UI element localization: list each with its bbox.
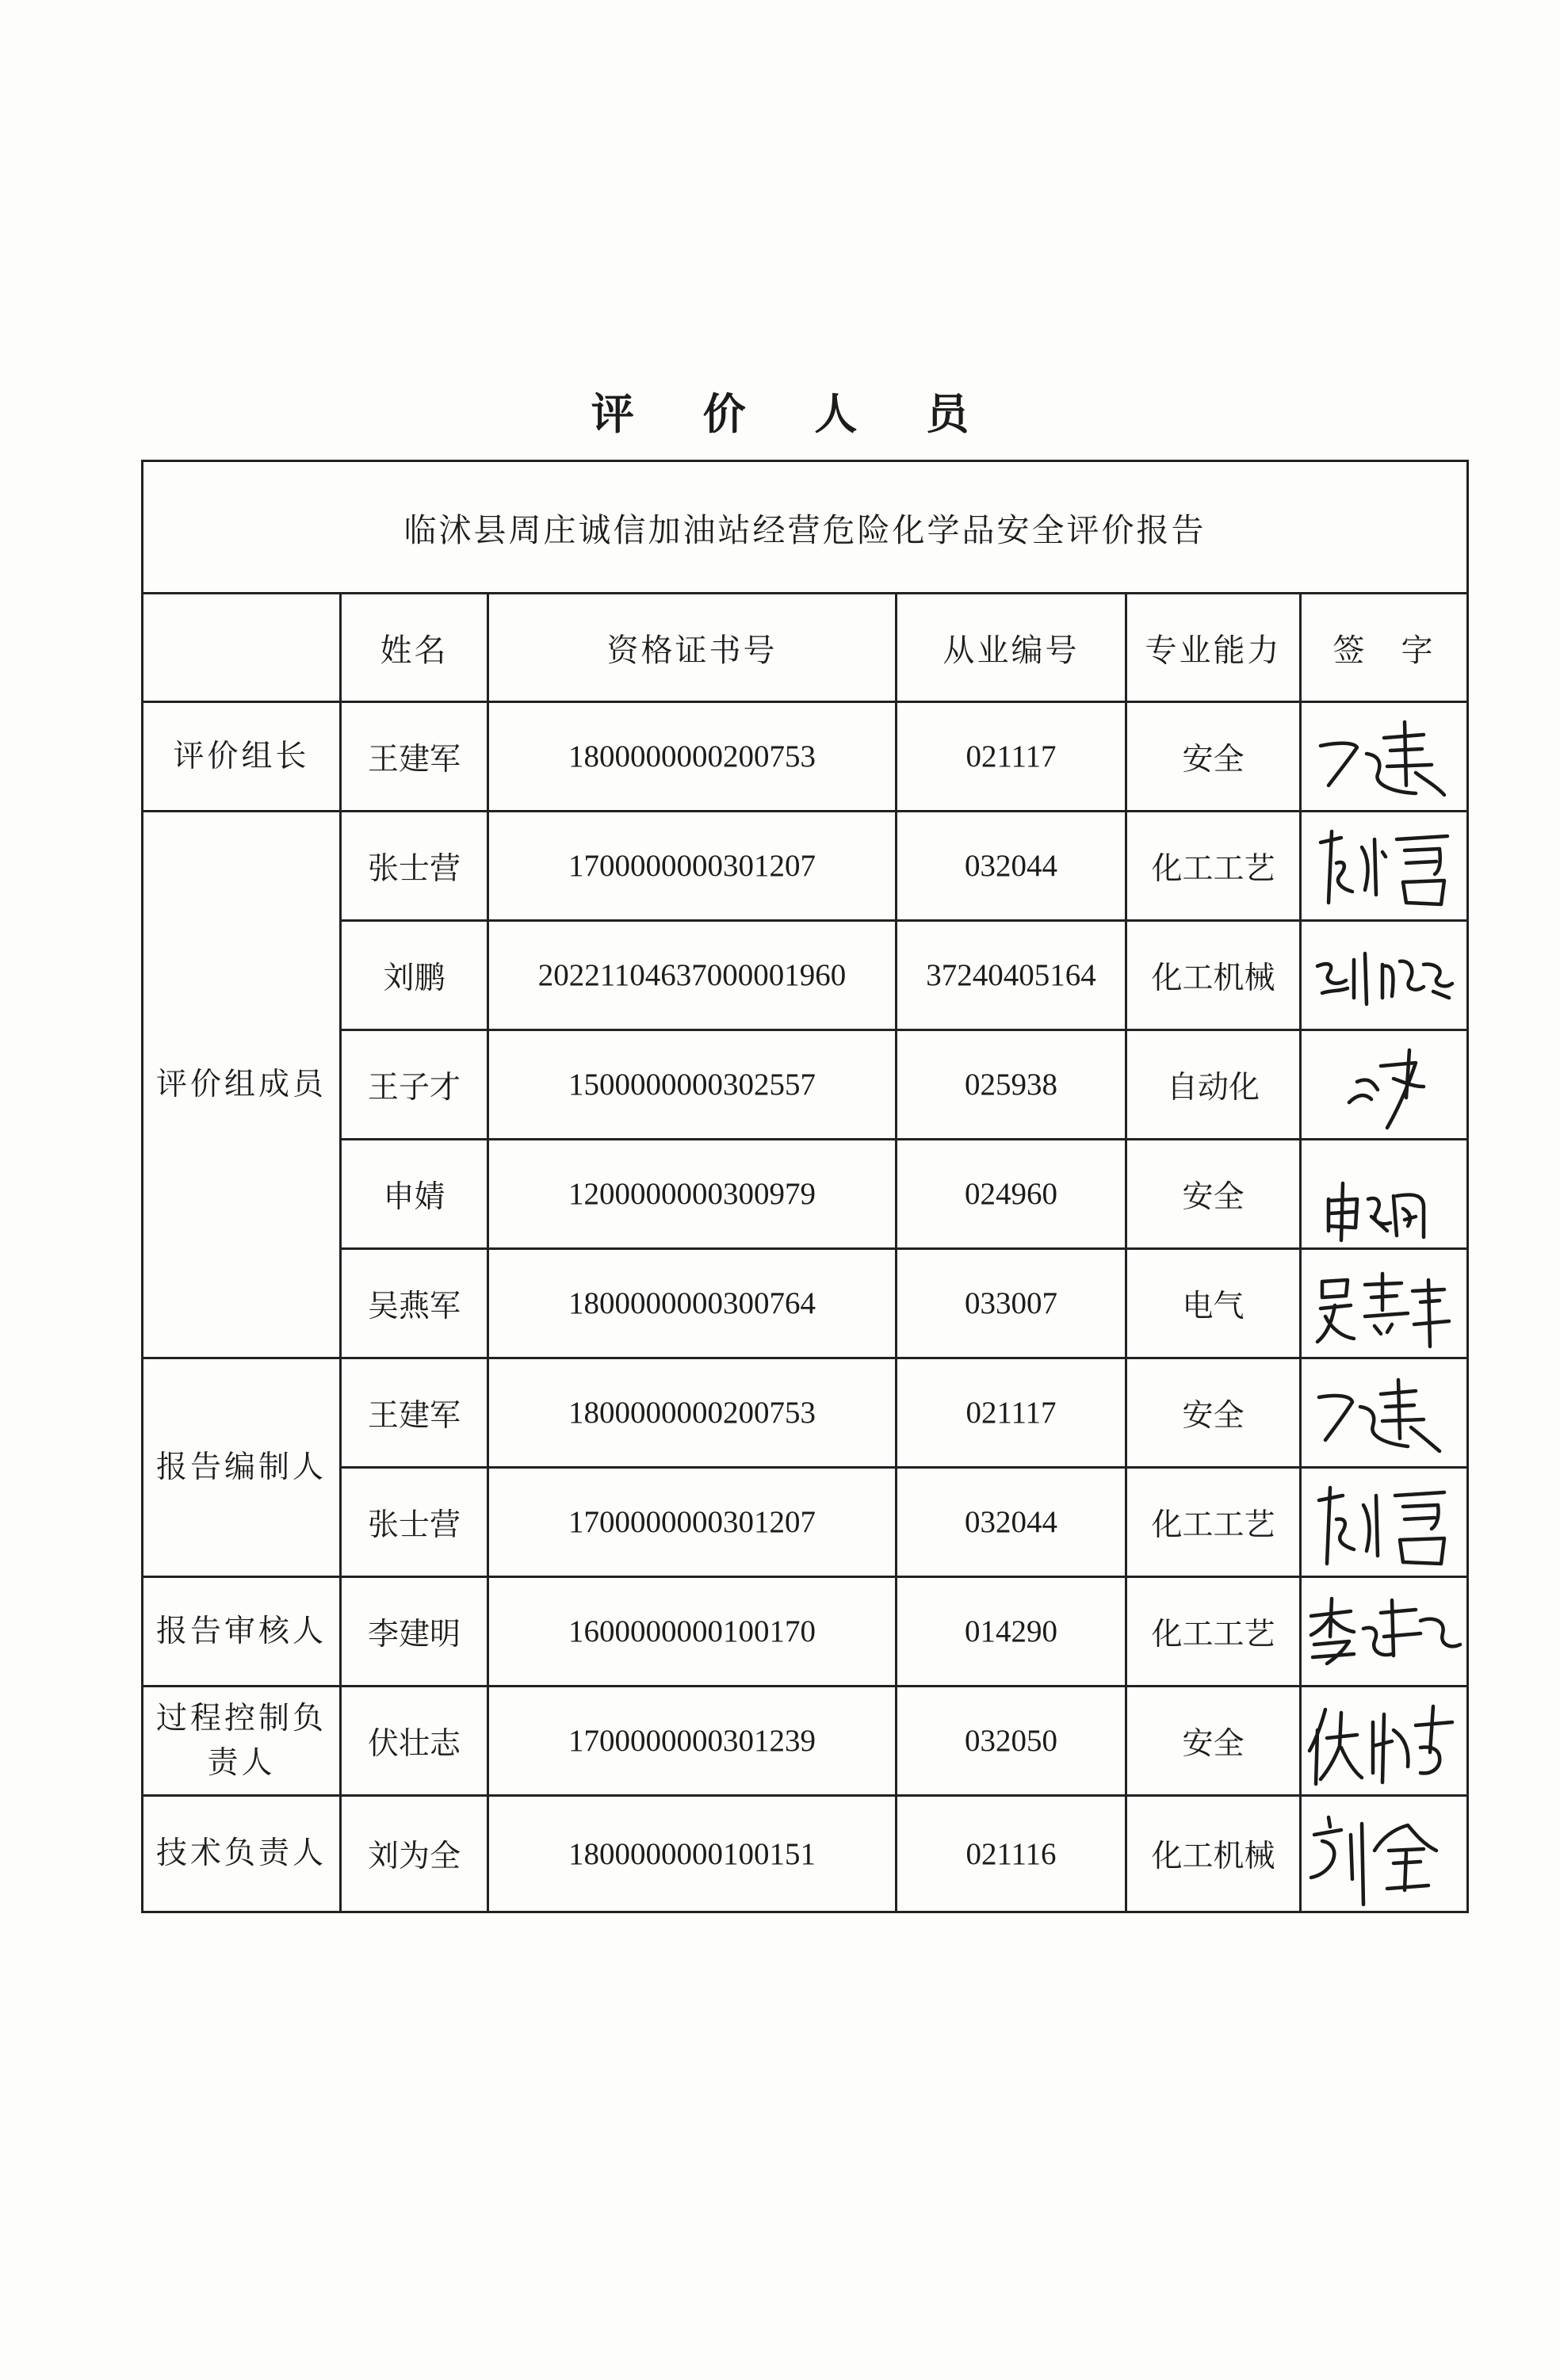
practice-cell: 37240405164: [897, 921, 1126, 1030]
name-cell: 王子才: [341, 1030, 488, 1140]
role-cell: 技术负责人: [143, 1796, 341, 1912]
specialty-cell: 化工工艺: [1126, 812, 1301, 921]
header-name: 姓名: [341, 594, 488, 702]
certificate-cell: 1600000000100170: [488, 1577, 897, 1687]
table-row: [143, 702, 1468, 812]
handwritten-signature: [1305, 1253, 1463, 1354]
table-row: [143, 812, 1468, 921]
table-row: [143, 921, 1468, 1030]
certificate-cell: 1700000000301239: [488, 1687, 897, 1796]
specialty-cell: 电气: [1126, 1249, 1301, 1358]
handwritten-signature: [1305, 1034, 1463, 1136]
handwritten-signature: [1305, 925, 1463, 1026]
header-blank: [143, 594, 341, 702]
practice-cell: 021117: [897, 702, 1126, 812]
certificate-cell: 1800000000100151: [488, 1796, 897, 1912]
handwritten-signature: [1305, 706, 1463, 808]
signature-cell: [1301, 1687, 1468, 1796]
handwritten-signature: [1305, 1803, 1463, 1904]
name-cell: 刘为全: [341, 1796, 488, 1912]
specialty-cell: 安全: [1126, 1140, 1301, 1249]
table-row: [143, 1249, 1468, 1358]
table-row: [143, 1358, 1468, 1468]
handwritten-signature: [1305, 1362, 1463, 1464]
header-practice-no: 从业编号: [897, 594, 1126, 702]
certificate-cell: 1800000000200753: [488, 702, 897, 812]
certificate-cell: 20221104637000001960: [488, 921, 897, 1030]
practice-cell: 032050: [897, 1687, 1126, 1796]
specialty-cell: 自动化: [1126, 1030, 1301, 1140]
table-row: [143, 1030, 1468, 1140]
name-cell: 王建军: [341, 1358, 488, 1468]
signature-cell: [1301, 921, 1468, 1030]
evaluation-personnel-table: [141, 460, 1469, 1913]
handwritten-signature: [1305, 816, 1463, 917]
page-title: 评 价 人 员: [591, 388, 996, 439]
practice-cell: 025938: [897, 1030, 1126, 1140]
certificate-cell: 1200000000300979: [488, 1140, 897, 1249]
signature-cell: [1301, 1796, 1468, 1912]
practice-cell: 032044: [897, 812, 1126, 921]
handwritten-signature: [1305, 1581, 1463, 1683]
report-title: 临沭县周庄诚信加油站经营危险化学品安全评价报告: [143, 461, 1468, 594]
specialty-cell: 化工工艺: [1126, 1468, 1301, 1577]
specialty-cell: 化工机械: [1126, 921, 1301, 1030]
practice-cell: 021117: [897, 1358, 1126, 1468]
practice-cell: 033007: [897, 1249, 1126, 1358]
header-specialty: 专业能力: [1126, 594, 1301, 702]
handwritten-signature: [1305, 1472, 1463, 1573]
practice-cell: 014290: [897, 1577, 1126, 1687]
name-cell: 张士营: [341, 1468, 488, 1577]
name-cell: 张士营: [341, 812, 488, 921]
role-cell: 评价组长: [143, 702, 341, 812]
signature-cell: [1301, 1030, 1468, 1140]
role-cell: 报告审核人: [143, 1577, 341, 1687]
specialty-cell: 安全: [1126, 1358, 1301, 1468]
header-certificate-no: 资格证书号: [488, 594, 897, 702]
table-row: [143, 1140, 1468, 1249]
signature-cell: [1301, 1358, 1468, 1468]
table-row: [143, 1796, 1468, 1912]
name-cell: 刘鹏: [341, 921, 488, 1030]
specialty-cell: 安全: [1126, 702, 1301, 812]
specialty-cell: 化工工艺: [1126, 1577, 1301, 1687]
table-row: [143, 1687, 1468, 1796]
certificate-cell: 1700000000301207: [488, 1468, 897, 1577]
specialty-cell: 化工机械: [1126, 1796, 1301, 1912]
practice-cell: 021116: [897, 1796, 1126, 1912]
handwritten-signature: [1305, 1144, 1463, 1245]
header-signature: 签 字: [1301, 594, 1468, 702]
role-cell: 报告编制人: [143, 1358, 341, 1577]
signature-cell: [1301, 1249, 1468, 1358]
signature-cell: [1301, 702, 1468, 812]
specialty-cell: 安全: [1126, 1687, 1301, 1796]
certificate-cell: 1800000000300764: [488, 1249, 897, 1358]
table-row: [143, 1468, 1468, 1577]
signature-cell: [1301, 1140, 1468, 1249]
certificate-cell: 1500000000302557: [488, 1030, 897, 1140]
name-cell: 吴燕军: [341, 1249, 488, 1358]
table-header-row: [143, 594, 1468, 702]
name-cell: 王建军: [341, 702, 488, 812]
practice-cell: 024960: [897, 1140, 1126, 1249]
handwritten-signature: [1305, 1690, 1463, 1792]
name-cell: 申婧: [341, 1140, 488, 1249]
practice-cell: 032044: [897, 1468, 1126, 1577]
signature-cell: [1301, 1577, 1468, 1687]
role-cell: 评价组成员: [143, 812, 341, 1358]
certificate-cell: 1700000000301207: [488, 812, 897, 921]
signature-cell: [1301, 812, 1468, 921]
table-row: [143, 1577, 1468, 1687]
name-cell: 伏壮志: [341, 1687, 488, 1796]
role-cell: 过程控制负责人: [143, 1687, 341, 1796]
name-cell: 李建明: [341, 1577, 488, 1687]
certificate-cell: 1800000000200753: [488, 1358, 897, 1468]
signature-cell: [1301, 1468, 1468, 1577]
